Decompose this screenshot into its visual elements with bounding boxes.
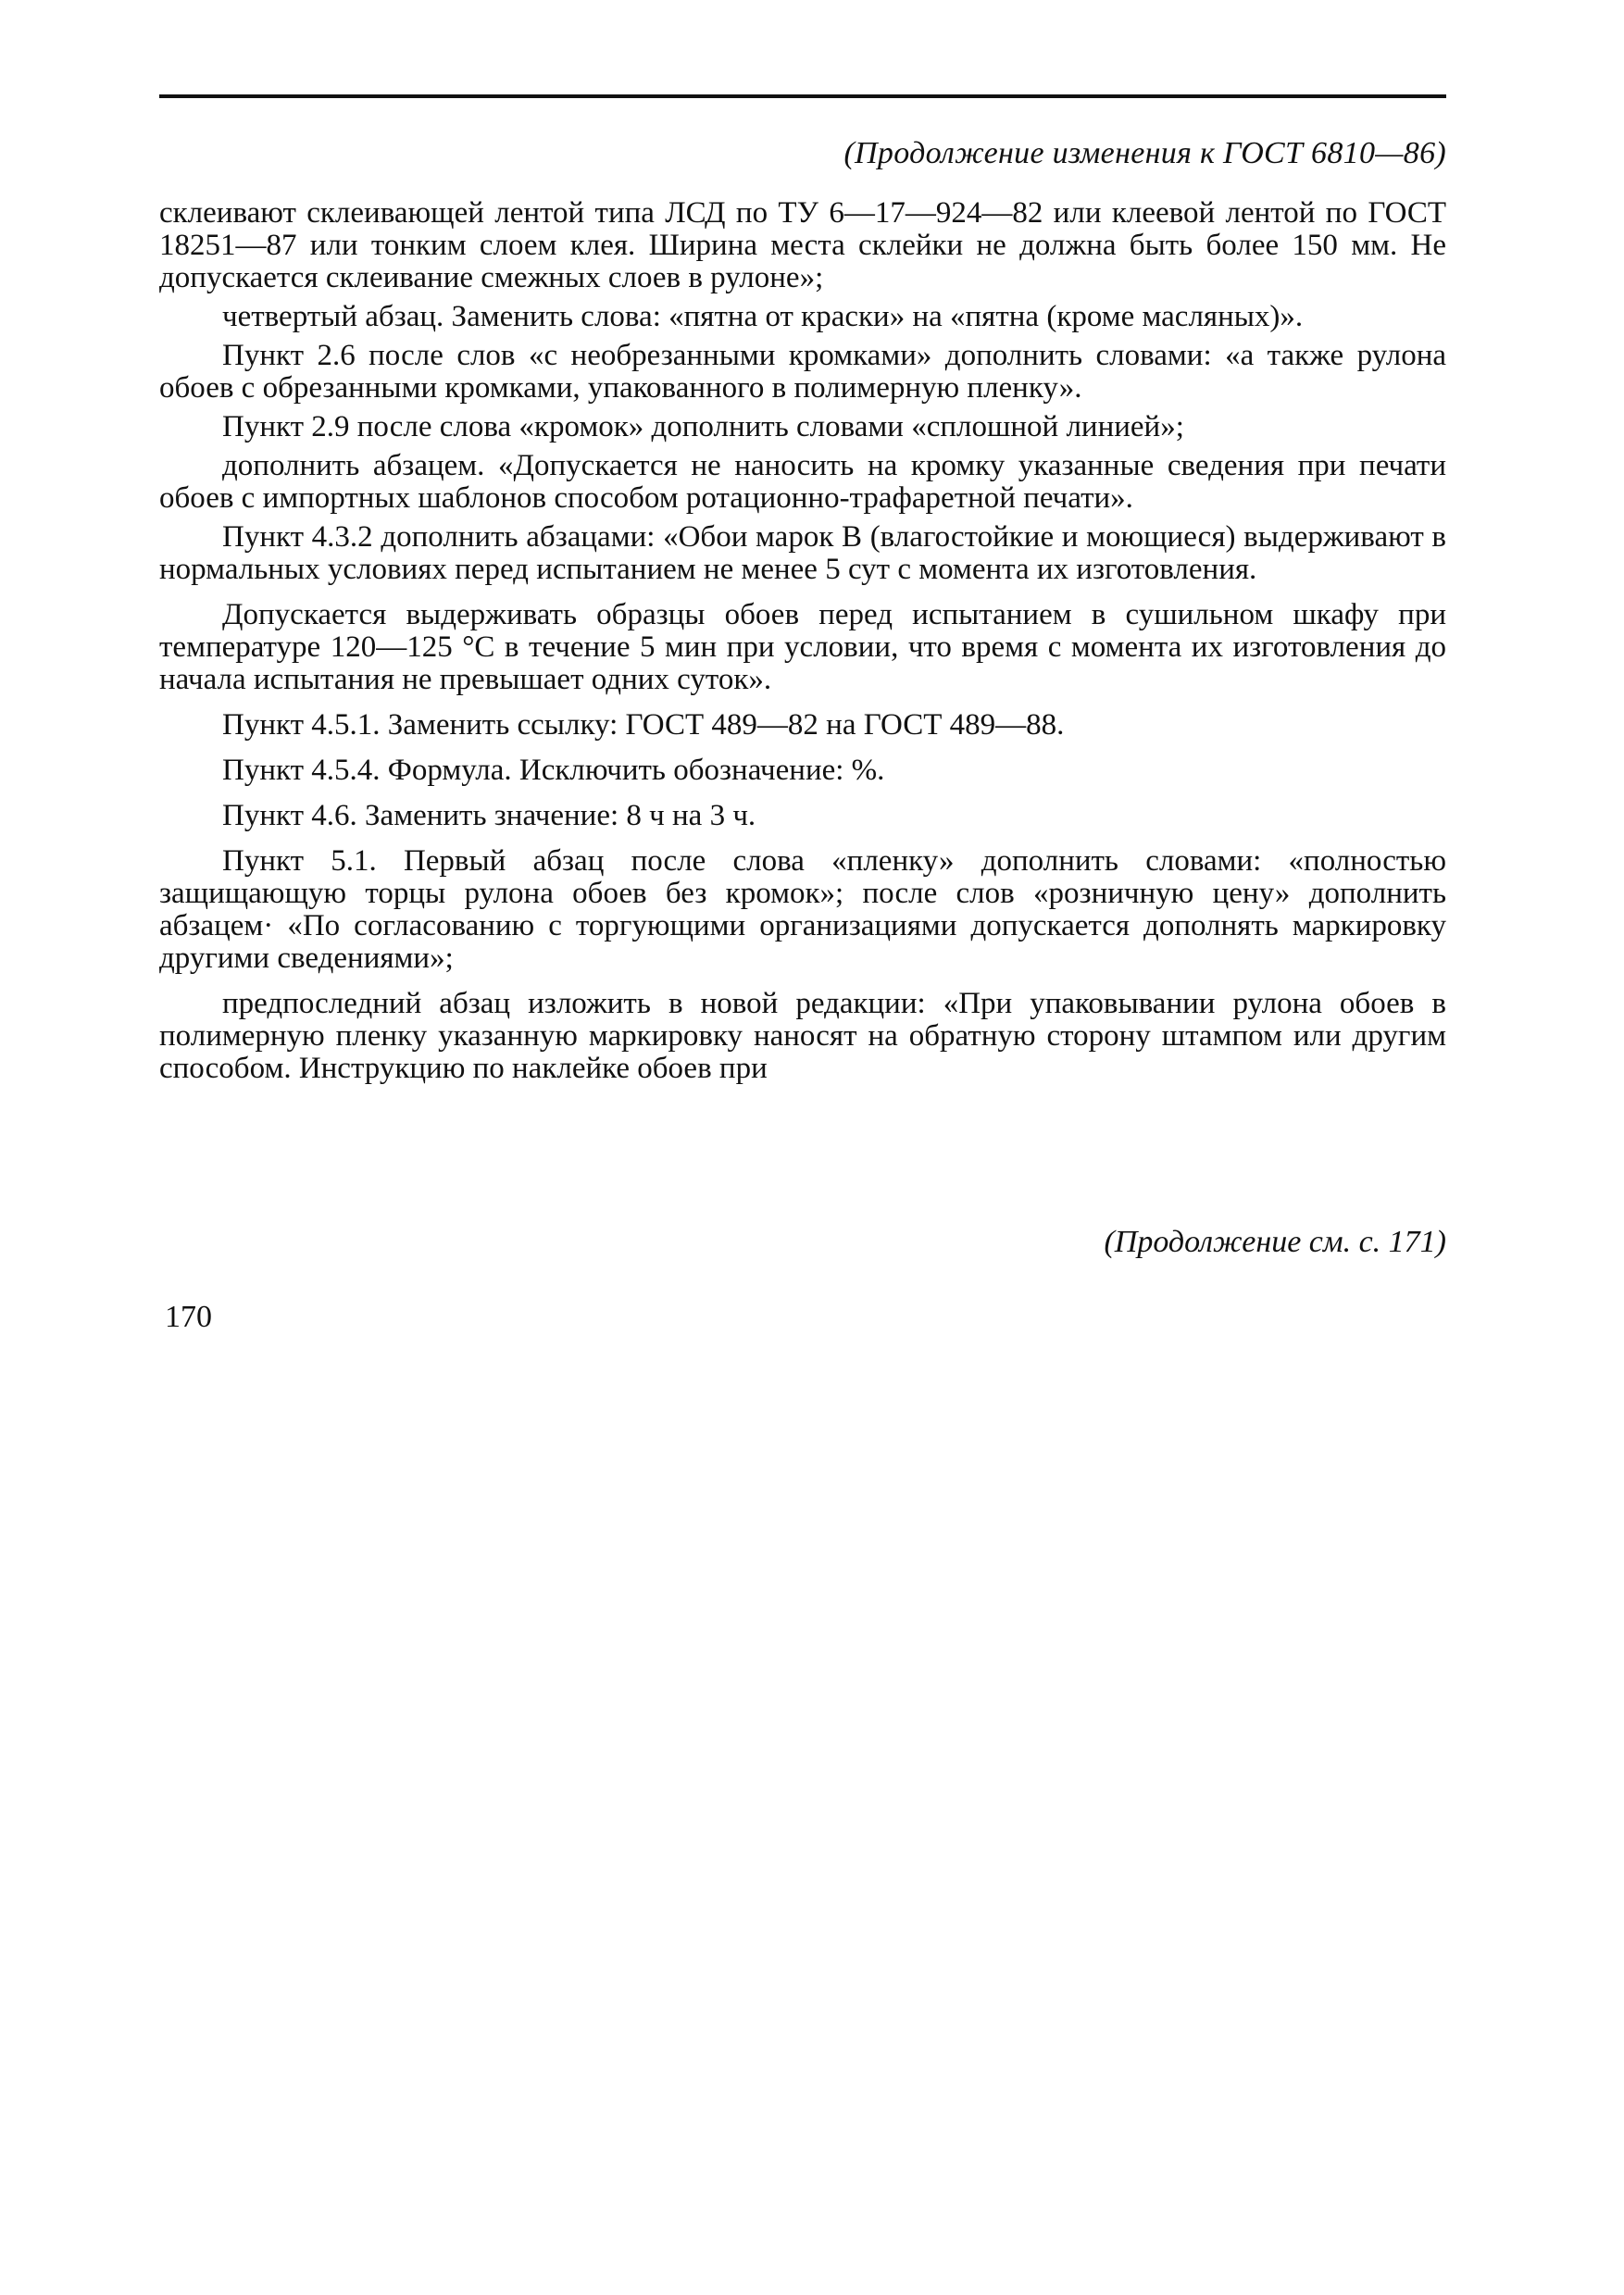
paragraph-punkt-4-5-1: Пункт 4.5.1. Заменить ссылку: ГОСТ 489—82 на ГОСТ 489—88. (222, 708, 1065, 742)
paragraph-dopuskaetsya: Допускается выдерживать образцы обоев перед испытанием в сушильном шкафу при температуре 120—125 °С в течение 5 мин при условии, что время с момента их изготовления до начала испытания не превышает одних суток». (159, 598, 1446, 696)
running-head: (Продолжение изменения к ГОСТ 6810—86) (843, 136, 1446, 170)
continuation-note: (Продолжение см. с. 171) (1104, 1225, 1446, 1259)
paragraph-punkt-2-6: Пункт 2.6 после слов «с необрезанными кромками» дополнить словами: «а также рулона обоев с обрезанными кромками, упакованного в полимерную пленку». (159, 339, 1446, 405)
paragraph-continued: склеивают склеивающей лентой типа ЛСД по ТУ 6—17—924—82 или клеевой лентой по ГОСТ 18251—87 или тонким слоем клея. Ширина места склейки не должна быть более 150 мм. Не допускается склеивание смежных слоев в рулоне»; (159, 196, 1446, 294)
paragraph-punkt-4-5-4: Пункт 4.5.4. Формула. Исключить обозначение: %. (222, 754, 885, 787)
paragraph-punkt-2-9: Пункт 2.9 после слова «кромок» дополнить словами «сплошной линией»; (222, 410, 1184, 443)
paragraph-punkt-5-1: Пункт 5.1. Первый абзац после слова «пленку» дополнить словами: «полностью защищающую торцы рулона обоев без кромок»; после слов «розничную цену» дополнить абзацем· «По согласованию с торгующими организациями допускается дополнять маркировку другими сведениями»; (159, 844, 1446, 975)
paragraph-fourth-abzac: четвертый абзац. Заменить слова: «пятна от краски» на «пятна (кроме масляных)». (222, 300, 1304, 333)
paragraph-dopolnit-abzacem: дополнить абзацем. «Допускается не наносить на кромку указанные сведения при печати обоев с импортных шаблонов способом ротационно-трафаретной печати». (159, 449, 1446, 515)
top-rule (159, 94, 1446, 98)
paragraph-predposledniy: предпоследний абзац изложить в новой редакции: «При упаковывании рулона обоев в полимерную пленку указанную маркировку наносят на обратную сторону штампом или другим способом. Инструкцию по наклейке обоев при (159, 987, 1446, 1085)
paragraph-punkt-4-3-2: Пункт 4.3.2 дополнить абзацами: «Обои марок В (влагостойкие и моющиеся) выдерживают в нормальных условиях перед испытанием не менее 5 сут с момента их изготовления. (159, 520, 1446, 586)
body-text (159, 197, 1446, 1091)
page-number: 170 (165, 1300, 212, 1334)
paragraph-punkt-4-6: Пункт 4.6. Заменить значение: 8 ч на 3 ч. (222, 799, 756, 832)
